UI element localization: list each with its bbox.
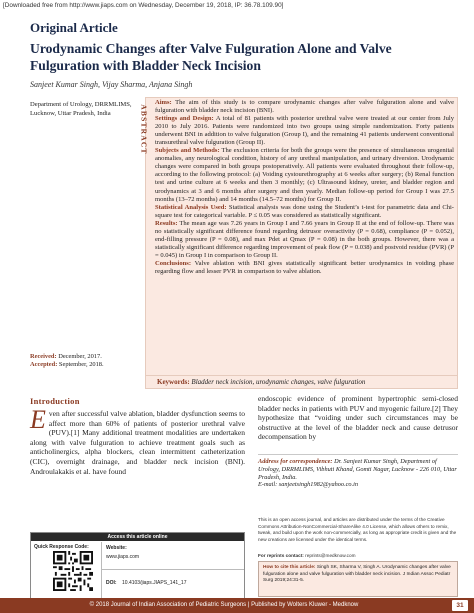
received-date: Received: December, 2017. [30,353,102,360]
abstract-stats: Statistical Analysis Used: Statistical analysis was done using the Student’s t-test for parametric data and Chi-square test for categorical variable. P ≤ 0.05 was considered as statistically significant. [155,203,454,219]
correspondence-email[interactable]: E-mail: sanjeetsingh1982@yahoo.co.in [258,481,359,489]
received-accepted-dates [30,353,145,370]
abstract-results: Results: The mean age was 7.26 years in Group I and 7.66 years in Group II at the end of follow-up. There was no statistically significant difference found regarding detrusor overactivity (P = 0.68), compliance (P = 0.052), end-filling pressure (P = 0.08), and max Pdet at Qmax (P = 0.08) in the both groups. However, there was a statistically significant difference regarding improvement of peak flow (P = 0.038) and postvoid residue (PVR) (P = 0.045) in Group I in comparison to Group II. [155,219,454,259]
qr-label: Quick Response Code: [34,544,89,550]
doi-value[interactable]: 10.4103/jiaps.JIAPS_141_17 [122,580,187,586]
abstract-settings: Settings and Design: A total of 81 patients with posterior urethral valve were treated at our center from July 2010 to July 2016. Patients were randomized into two groups using simple randomization. Forty patients underwent BNI in addition to valve fulguration (Group I), and the remaining 41 patients underwent conventional transurethral valve fulguration (Group II). [155,115,454,147]
website-link[interactable]: www.jiaps.com [106,554,140,560]
keywords-row: Keywords: Bladder neck incision, urodynamic changes, valve fulguration [145,375,458,389]
abstract-conclusions: Conclusions: Valve ablation with BNI gives statistically significant better urodynamics in voiding phase regarding flow and lesser PVR in comparison to valve ablation. [155,259,454,275]
drop-cap: E [30,405,46,434]
website-label: Website: [106,545,127,551]
reprints-contact: For reprints contact: reprints@medknow.com [258,553,356,558]
author-list: Sanjeet Kumar Singh, Vijay Sharma, Anjana Singh [30,80,193,89]
right-column-text: endoscopic evidence of prominent hypertrophic semi-closed bladder necks in patients with PUV and myogenic failure.[2] They hypothesize that “voiding under such circumstances may be obstructive at the level of the bladder neck and cause detrusor decompensation by [258,394,458,442]
footer-copyright: © 2018 Journal of Indian Association of Pediatric Surgeons | Published by Wolters Kluwer - Medknow [89,602,359,608]
page-footer [0,598,474,613]
abstract-subjects: Subjects and Methods: The exclusion criteria for both the groups were the presence of simultaneous urogenital anomalies, any neurological condition, history of any urethral manipulation, and urinary diversion. Urodynamic changes were compared in both groups postoperatively. All patients were evaluated throughout their follow-up, according to the following protocol: (a) Voiding cystourethrography at 6 weeks after surgery; (b) Renal function test and urine culture at 6 weeks and then 3 monthly; (c) Ultrasound kidney, ureter, and bladder region and urodynamics at 3 and 6 months after surgery and then yearly. Median follow-up period for Group I was 27.5 months (13–72 months) and 14 months (14.5–72 months) for Group II. [155,147,454,203]
introduction-text: Even after successful valve ablation, bladder dysfunction seems to affect more than 60% of patients of posterior urethral valve (PUV).[1] Many additional treatment modalities are undertaken along with valve fulguration to achieve treatment goals such as anticholinergics, alpha blockers, clean intermittent catheterization (CIC), overnight drainage, and bladder neck incision (BNI). Androulakakis et al. have found [30,405,245,476]
page-number: 31 [452,600,468,611]
introduction-heading: Introduction [30,396,80,406]
how-to-cite-box: How to cite this article: Singh SK, Sharma V, Singh A. Urodynamic changes after valve fulguration alone and valve fulguration with bladder neck incision. J Indian Assoc Pediatr Surg 2019;24:31-5. [258,561,458,597]
website-row [101,542,244,570]
abstract-aims: Aims: The aim of this study is to compare urodynamic changes after valve fulguration alone and valve fulguration with bladder neck incision (BNI). [155,99,454,115]
affiliation: Department of Urology, DRRMLIMS, Lucknow, Uttar Pradesh, India [30,101,132,117]
article-type: Original Article [30,20,118,35]
download-notice: [Downloaded free from http://www.jiaps.com on Wednesday, December 19, 2018, IP: 36.78.109.90] [3,2,284,9]
abstract-text [155,99,454,276]
accepted-date: Accepted: September, 2018. [30,361,104,369]
abstract-side-label: ABSTRACT [139,104,149,155]
doi-label: DOI: [106,580,117,586]
license-notice: This is an open access journal, and articles are distributed under the terms of the Creative Commons Attribution-NonCommercial-ShareAlike 4.0 License, which allows others to remix, tweak, and build upon the work non-commercially, as long as appropriate credit is given and the new creations are licensed under the identical terms. [258,517,457,542]
qr-code-icon[interactable] [53,551,93,591]
access-header: Access this article online [31,533,244,541]
correspondence-block: Address for correspondence: Dr. Sanjeet Kumar Singh, Department of Urology, DRRMLIMS, Vibhuti Khand, Gomti Nagar, Lucknow - 226 010, Uttar Pradesh, India. E-mail: sanjeetsingh1982@yahoo.co.in [258,454,458,489]
article-title: Urodynamic Changes after Valve Fulguration Alone and Valve Fulguration with Bladder Neck Incision [30,41,392,73]
access-online-box [30,532,245,608]
